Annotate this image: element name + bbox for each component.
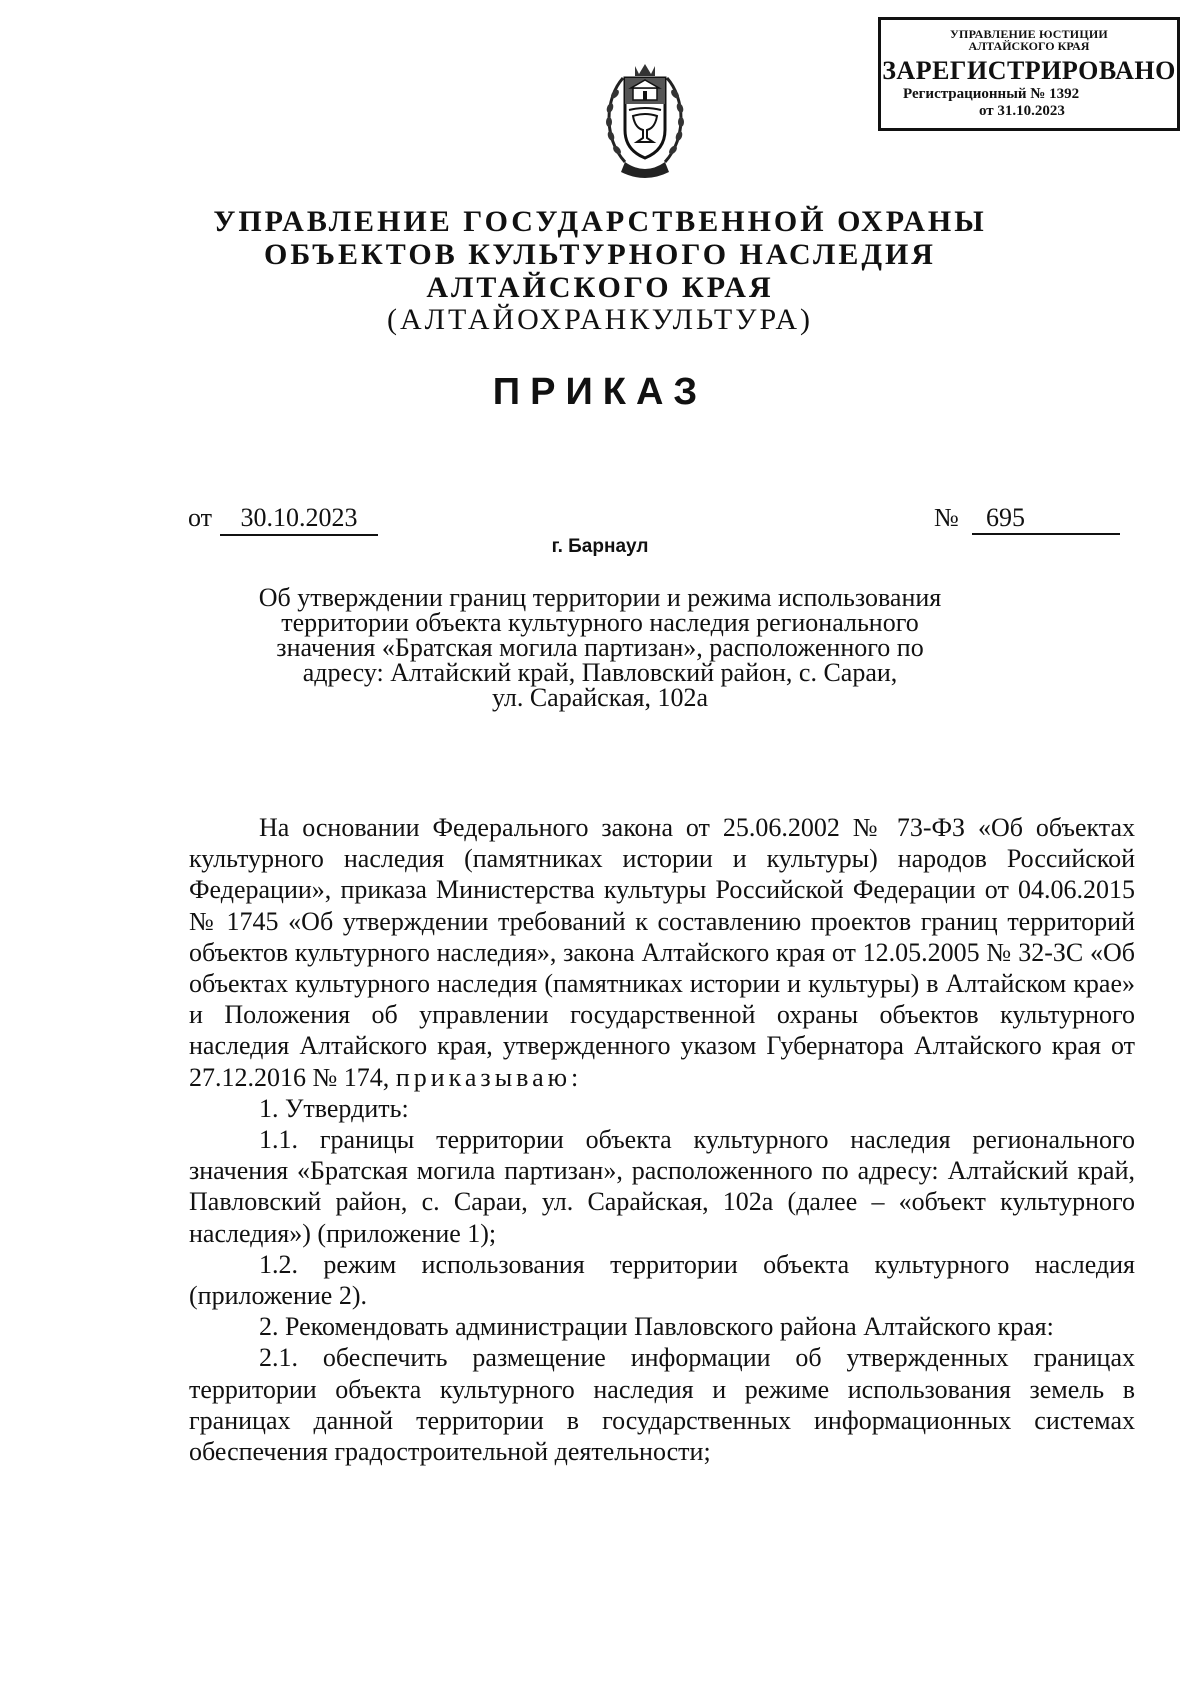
stamp-reg-date: от 31.10.2023: [979, 103, 1065, 119]
stamp-reg-number: Регистрационный № 1392: [903, 86, 1080, 102]
document-number: 695: [972, 503, 1120, 535]
header-line1: УПРАВЛЕНИЕ ГОСУДАРСТВЕННОЙ ОХРАНЫ: [213, 205, 987, 238]
document-body: [189, 812, 1135, 1467]
subject-line3: значения «Братская могила партизан», расположенного по: [276, 633, 924, 662]
document-type: ПРИКАЗ: [492, 371, 708, 413]
order-word: приказываю:: [395, 1062, 583, 1092]
preamble-paragraph: [189, 812, 1135, 1093]
item-1: 1. Утвердить:: [259, 1093, 409, 1123]
subject-line5: ул. Сарайская, 102а: [492, 683, 708, 712]
header-line4: (АЛТАЙОХРАНКУЛЬТУРА): [387, 303, 813, 336]
item-1-1: 1.1. границы территории объекта культурного наследия регионального значения «Братская могила партизан», расположенного по адресу: Алтайский край, Павловский район, с. Сараи, ул. Сарайская, 102а (далее – «объект культурного наследия») (приложение 1);: [189, 1125, 1135, 1248]
header-line3: АЛТАЙСКОГО КРАЯ: [426, 271, 774, 304]
subject-line2: территории объекта культурного наследия регионального: [281, 608, 919, 637]
subject-line4: адресу: Алтайский край, Павловский район, с. Сараи,: [302, 658, 898, 687]
subject-line1: Об утверждении границ территории и режима использования: [258, 583, 942, 612]
document-subject: [240, 585, 960, 710]
document-date: 30.10.2023: [220, 503, 378, 536]
altai-krai-coat-of-arms-icon: [595, 58, 695, 186]
city: г. Барнаул: [551, 536, 649, 557]
preamble-text: На основании Федерального закона от 25.06.2002 № 73-ФЗ «Об объектах культурного наследия (памятниках истории и культуры) народов Российской Федерации», приказа Министерства культуры Российской Федерации от 04.06.2015 № 1745 «Об утверждении требований к составлению проектов границ территорий объектов культурного наследия», закона Алтайского края от 12.05.2005 № 32-ЗС «Об объектах культурного наследия (памятниках истории и культуры) в Алтайском крае» и Положения об управлении государственной охраны объектов культурного наследия Алтайского края, утвержденного указом Губернатора Алтайского края от 27.12.2016 № 174,: [189, 813, 1135, 1092]
item-1-2: 1.2. режим использования территории объекта культурного наследия (приложение 2).: [189, 1249, 1135, 1311]
registration-stamp: [878, 17, 1180, 131]
header-line2: ОБЪЕКТОВ КУЛЬТУРНОГО НАСЛЕДИЯ: [264, 238, 936, 271]
number-label: №: [934, 503, 959, 532]
date-label: от: [188, 503, 213, 532]
stamp-org-line1: УПРАВЛЕНИЕ ЮСТИЦИИ: [950, 27, 1108, 41]
stamp-status: ЗАРЕГИСТРИРОВАНО: [882, 56, 1176, 85]
item-2-1: 2.1. обеспечить размещение информации об утвержденных границах территории объекта культурного наследия и режиме использования земель в границах данной территории в государственных информационных системах обеспечения градостроительной деятельности;: [189, 1343, 1135, 1467]
stamp-org-line2: АЛТАЙСКОГО КРАЯ: [968, 39, 1090, 53]
item-2: 2. Рекомендовать администрации Павловского района Алтайского края:: [259, 1312, 1054, 1342]
